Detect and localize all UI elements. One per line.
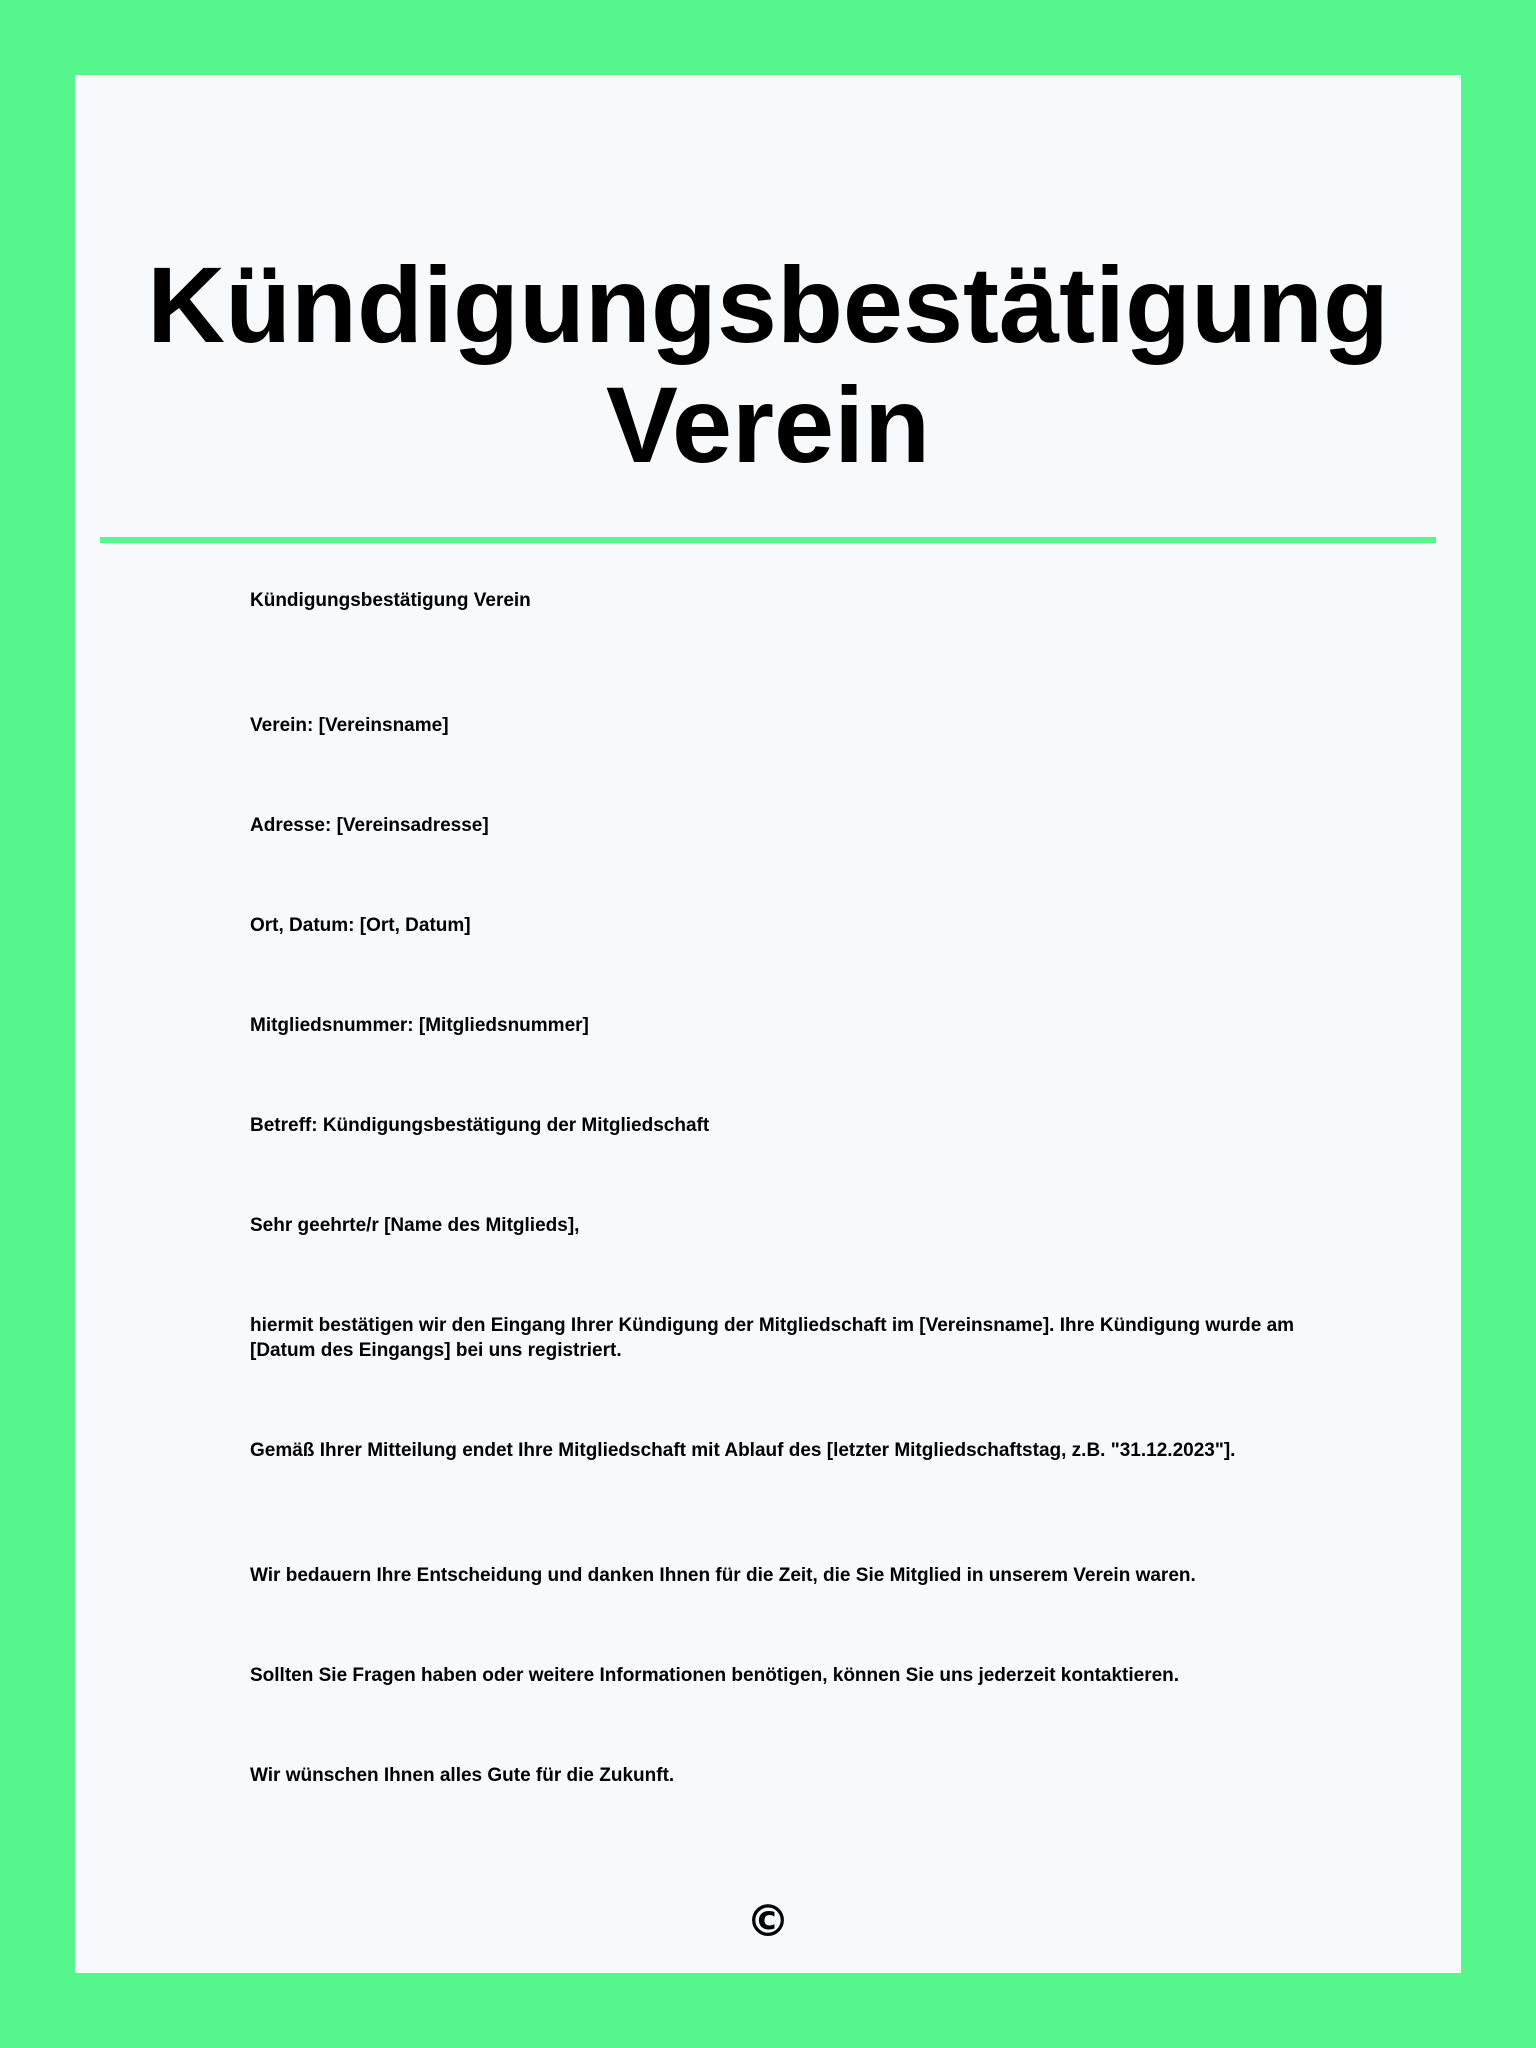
title-divider	[100, 537, 1436, 543]
copyright-icon: ©	[746, 1896, 790, 1947]
paragraph-salutation: Sehr geehrte/r [Name des Mitglieds],	[250, 1215, 580, 1236]
paragraph-ort-datum: Ort, Datum: [Ort, Datum]	[250, 915, 471, 936]
paragraph-mitgliedsnummer: Mitgliedsnummer: [Mitgliedsnummer]	[250, 1015, 589, 1036]
paragraph-heading: Kündigungsbestätigung Verein	[250, 590, 531, 611]
paragraph-end-date: Gemäß Ihrer Mitteilung endet Ihre Mitgliedschaft mit Ablauf des [letzter Mitgliedschaftstag, z.B. "31.12.2023"].	[250, 1440, 1236, 1461]
paragraph-verein: Verein: [Vereinsname]	[250, 715, 449, 736]
paragraph-closing: Wir wünschen Ihnen alles Gute für die Zukunft.	[250, 1765, 675, 1786]
paragraph-confirmation: hiermit bestätigen wir den Eingang Ihrer Kündigung der Mitgliedschaft im [Vereinsname]. Ihre Kündigung wurde am [Datum des Eingangs] bei uns registriert.	[250, 1315, 1295, 1361]
paragraph-betreff: Betreff: Kündigungsbestätigung der Mitgliedschaft	[250, 1115, 710, 1136]
document-sheet	[75, 75, 1461, 1973]
paragraph-adresse: Adresse: [Vereinsadresse]	[250, 815, 489, 836]
paragraph-contact: Sollten Sie Fragen haben oder weitere Informationen benötigen, können Sie uns jederzeit kontaktieren.	[250, 1665, 1180, 1686]
document-title: Kündigungsbestätigung Verein	[147, 244, 1389, 485]
paragraph-thanks: Wir bedauern Ihre Entscheidung und danken Ihnen für die Zeit, die Sie Mitglied in unserem Verein waren.	[250, 1565, 1196, 1586]
